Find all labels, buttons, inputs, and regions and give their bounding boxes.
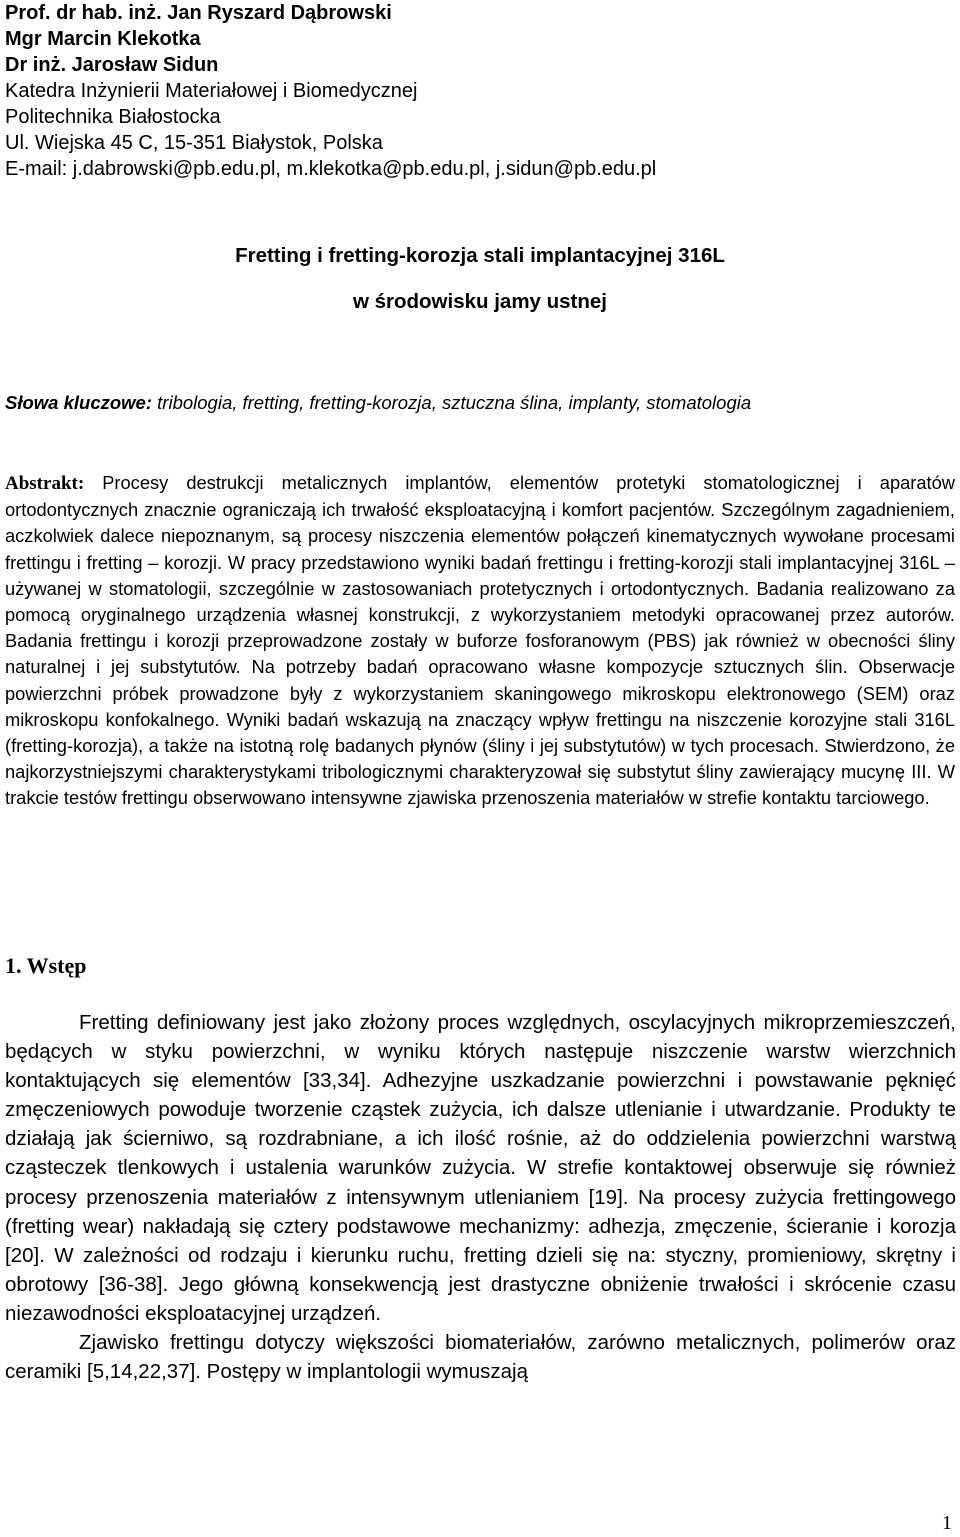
affiliation-address: Ul. Wiejska 45 C, 15-351 Białystok, Polska: [5, 132, 383, 154]
author-name: Prof. dr hab. inż. Jan Ryszard Dąbrowski: [5, 2, 392, 24]
body-paragraph: Zjawisko frettingu dotyczy większości biomateriałów, zarówno metalicznych, polimerów oraz ceramiki [5,14,22,37]. Postępy w implantologii wymuszają: [5, 1331, 956, 1384]
paper-title-line-2: w środowisku jamy ustnej: [352, 290, 608, 313]
affiliation-department: Katedra Inżynierii Materiałowej i Biomedycznej: [5, 80, 418, 102]
section-heading: 1. Wstęp: [5, 953, 87, 978]
author-name: Dr inż. Jarosław Sidun: [5, 54, 219, 76]
keywords-label: Słowa kluczowe:: [5, 392, 153, 413]
section-body: [5, 1008, 956, 1386]
author-name: Mgr Marcin Klekotka: [5, 28, 201, 50]
abstract-label: Abstrakt:: [5, 473, 85, 494]
abstract-text: Procesy destrukcji metalicznych implantów, elementów protetyki stomatologicznej i aparatów ortodontycznych znacznie ograniczają ich trwałość eksploatacyjną i komfort pacjentów. Szczególnym zagadnieniem, aczkolwiek dalece niepoznanym, są procesy niszczenia elementów połączeń kinematycznych wywołane procesami frettingu i fretting – korozji. W pracy przedstawiono wyniki badań frettingu i fretting-korozji stali implantacyjnej 316L – używanej w stomatologii, szczególnie w zastosowaniach protetycznych i ortodontycznych. Badania realizowano za pomocą oryginalnego urządzenia własnej konstrukcji, z wykorzystaniem metodyki opracowanej przez autorów. Badania frettingu i korozji przeprowadzone zostały w buforze fosforanowym (PBS) jak również w obecności śliny naturalnej i jej substytutów. Na potrzeby badań opracowano własne kompozycje sztucznych ślin. Obserwacje powierzchni próbek prowadzone były z wykorzystaniem skaningowego mikroskopu elektronowego (SEM) oraz mikroskopu konfokalnego. Wyniki badań wskazują na znaczący wpływ frettingu na niszczenie korozyjne stali 316L (fretting-korozja), a także na istotną rolę badanych płynów (śliny i jej substytutów) w tych procesach. Stwierdzono, że najkorzystniejszymi charakterystykami tribologicznymi charakteryzował się substytut śliny zawierający mucynę III. W trakcie testów frettingu obserwowano intensywne zjawiska przenoszenia materiałów w strefie kontaktu tarciowego.: [5, 472, 955, 809]
abstract: [5, 470, 955, 812]
author-emails: E-mail: j.dabrowski@pb.edu.pl, m.klekotka@pb.edu.pl, j.sidun@pb.edu.pl: [5, 158, 657, 180]
author-block: [5, 0, 656, 182]
page-number: 1: [942, 1512, 952, 1534]
keywords-text: tribologia, fretting, fretting-korozja, sztuczna ślina, implanty, stomatologia: [152, 392, 752, 413]
keywords-line: [5, 392, 960, 414]
affiliation-university: Politechnika Białostocka: [5, 106, 221, 128]
paper-title-line-1: Fretting i fretting-korozja stali implantacyjnej 316L: [235, 244, 725, 267]
body-paragraph: Fretting definiowany jest jako złożony proces względnych, oscylacyjnych mikroprzemieszczeń, będących w styku powierzchni, w wyniku których następuje niszczenie warstw wierzchnich kontaktujących się elementów [33,34]. Adhezyjne uszkadzanie powierzchni i powstawanie pęknięć zmęczeniowych powoduje tworzenie cząstek zużycia, ich dalsze utlenianie i utwardzanie. Produkty te działają jak ścierniwo, są rozdrabniane, a ich ilość rośnie, aż do oddzielenia powierzchni warstwą cząsteczek tlenkowych i ustalenia warunków zużycia. W strefie kontaktowej obserwuje się również procesy przenoszenia materiałów z intensywnym utlenianiem [19]. Na procesy zużycia frettingowego (fretting wear) nakładają się cztery podstawowe mechanizmy: adhezja, zmęczenie, ścieranie i korozja [20]. W zależności od rodzaju i kierunku ruchu, fretting dzieli się na: styczny, promieniowy, skrętny i obrotowy [36-38]. Jego główną konsekwencją jest drastyczne obniżenie trwałości i skrócenie czasu niezawodności eksploatacyjnej urządzeń.: [5, 1011, 956, 1325]
